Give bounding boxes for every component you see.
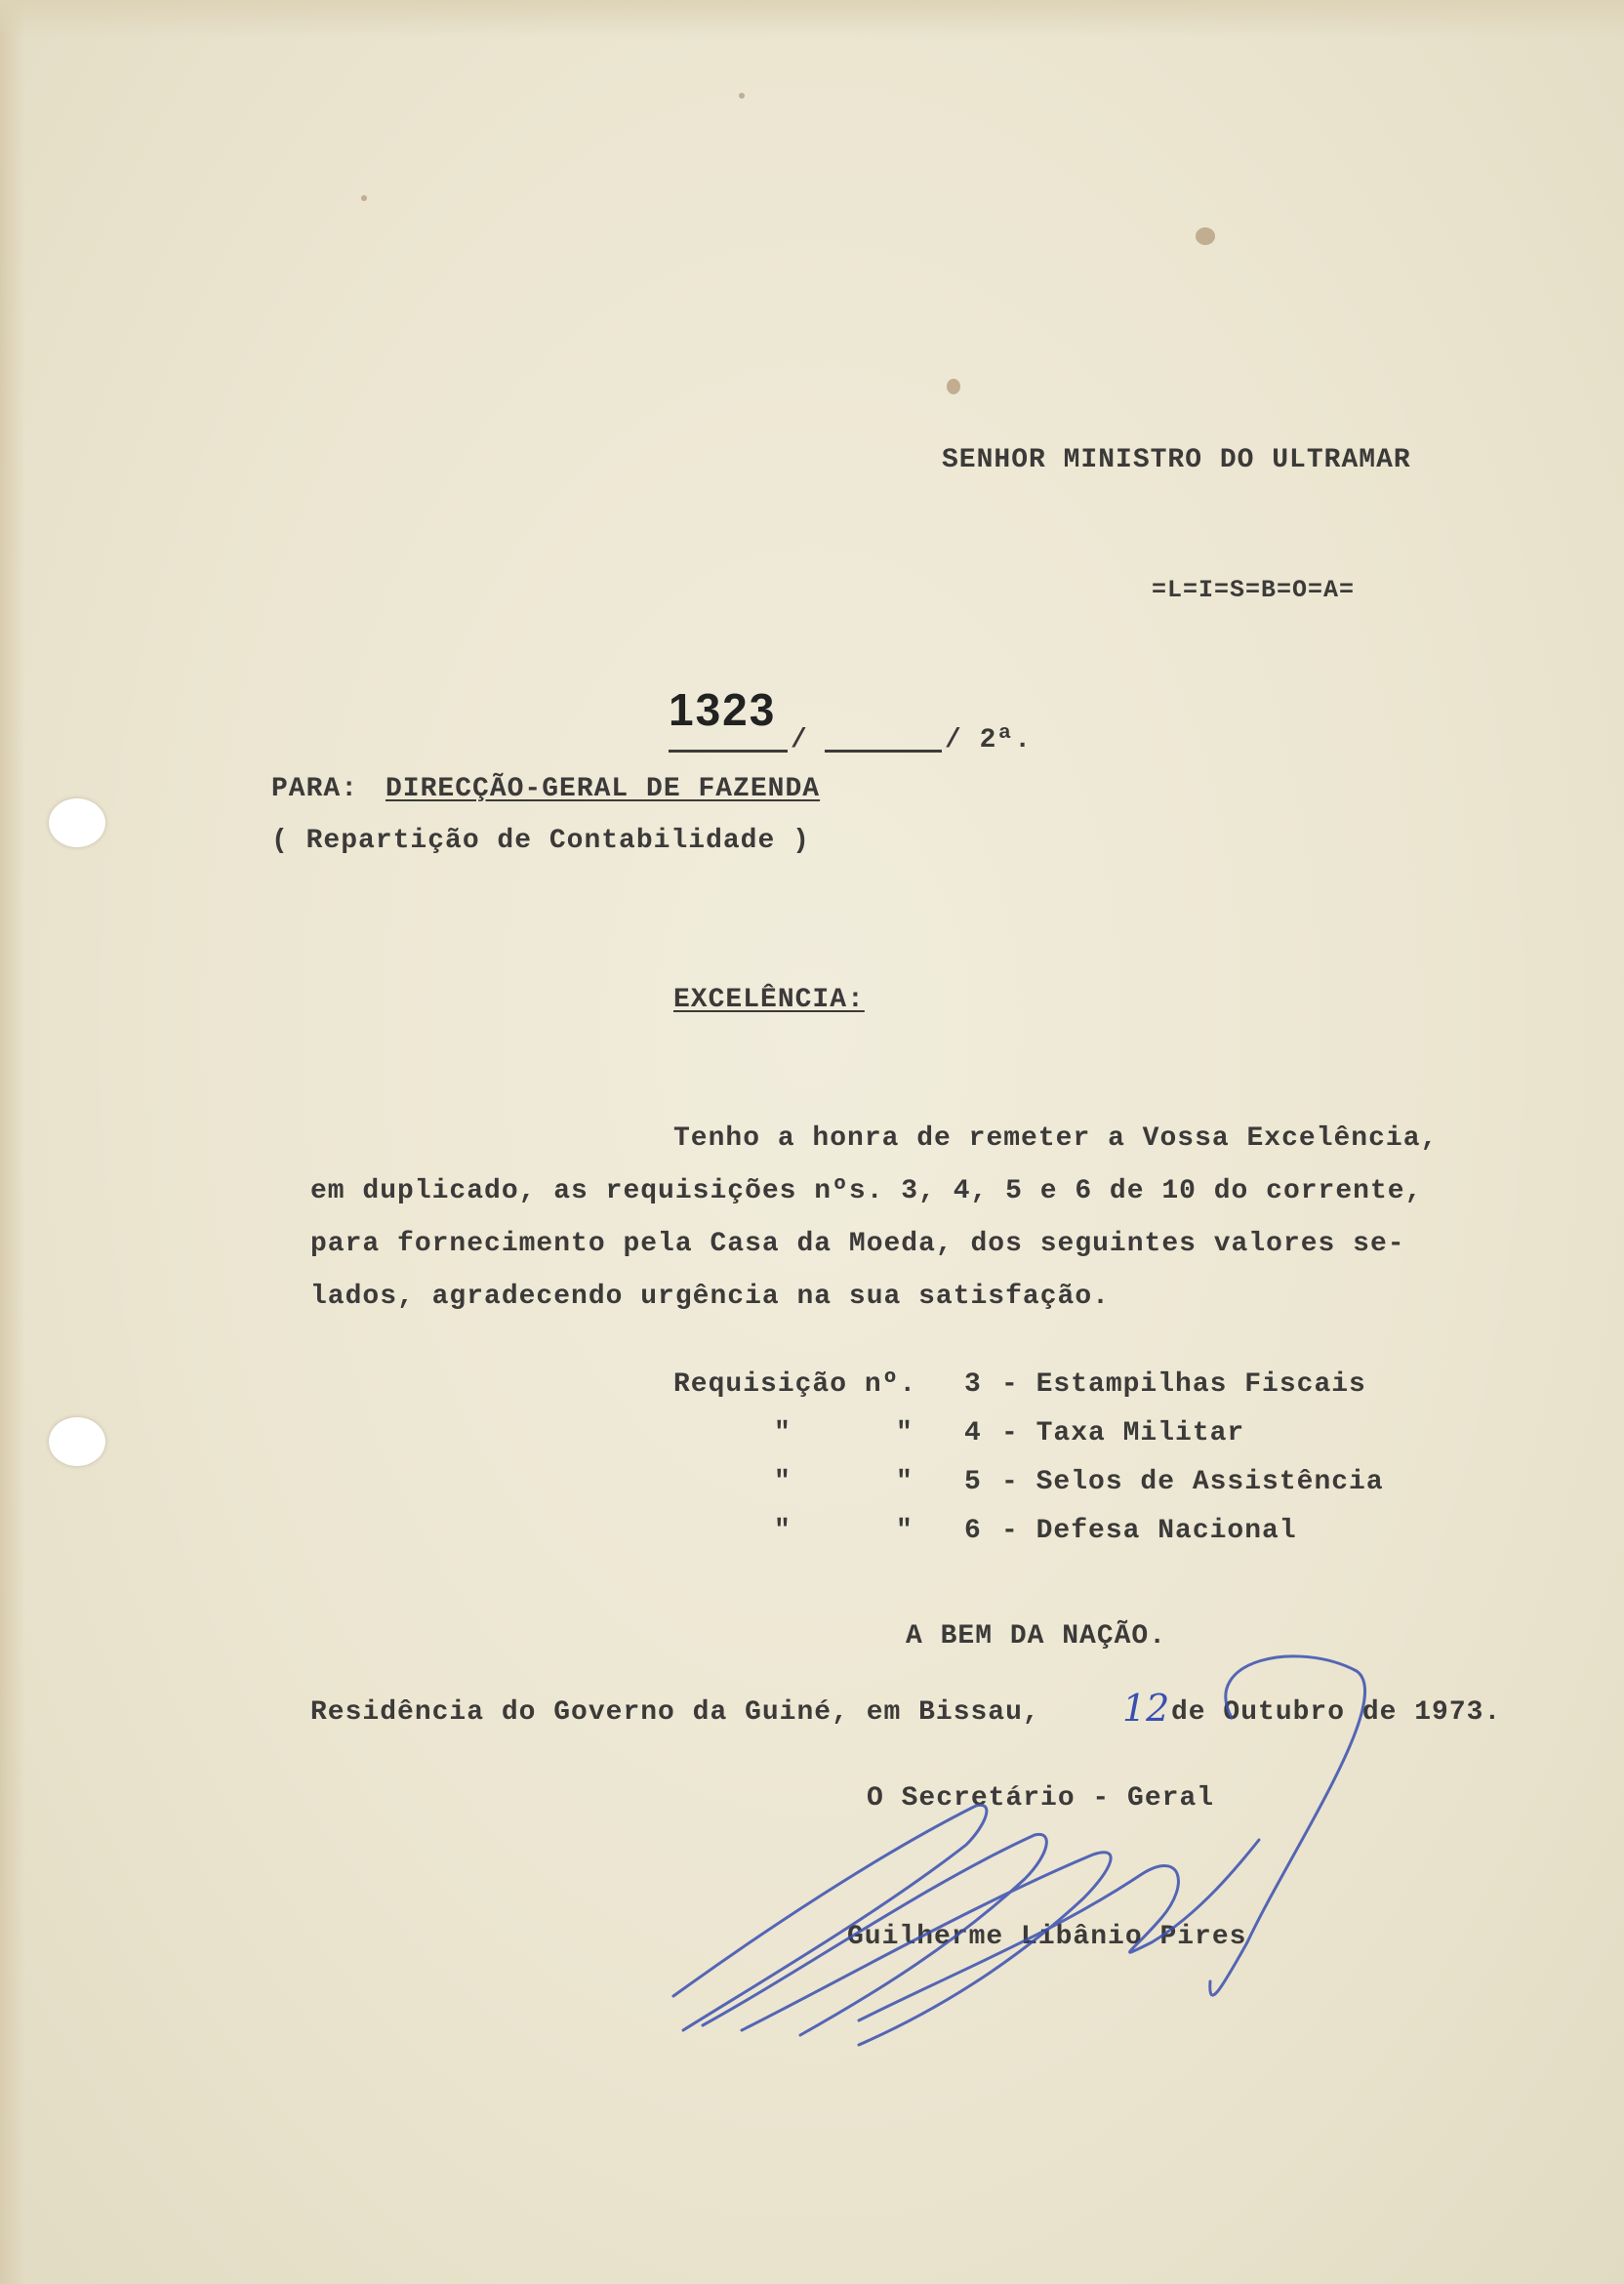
requisition-number: 5 xyxy=(964,1467,982,1497)
body-line-3: para fornecimento pela Casa da Moeda, dos seguintes valores se- xyxy=(310,1229,1405,1259)
requisition-description: - Defesa Nacional xyxy=(1001,1516,1297,1546)
requisition-header-label: Requisição nº. xyxy=(673,1369,917,1400)
ditto-mark: " xyxy=(896,1516,914,1546)
para-department: DIRECÇÃO-GERAL DE FAZENDA xyxy=(386,774,821,804)
reference-slash-1: / xyxy=(791,725,808,755)
requisition-description: - Taxa Militar xyxy=(1001,1418,1245,1448)
date-line-place: Residência do Governo da Guiné, em Bissau, xyxy=(310,1697,1040,1728)
ditto-mark: " xyxy=(896,1467,914,1497)
para-label: PARA: xyxy=(271,774,359,804)
ditto-mark: " xyxy=(774,1467,792,1497)
salutation: EXCELÊNCIA: xyxy=(673,985,865,1015)
body-line-2: em duplicado, as requisições nºs. 3, 4, 5 e 6 de 10 do corrente, xyxy=(310,1176,1423,1206)
body-line-1: Tenho a honra de remeter a Vossa Excelência, xyxy=(673,1123,1439,1154)
signatory-name: Guilherme Libânio Pires xyxy=(847,1922,1247,1952)
ditto-mark: " xyxy=(774,1516,792,1546)
para-subdepartment: ( Repartição de Contabilidade ) xyxy=(271,826,810,856)
requisition-description: - Selos de Assistência xyxy=(1001,1467,1384,1497)
date-day-handwritten: 12 xyxy=(1122,1687,1170,1730)
closing-formula: A BEM DA NAÇÃO. xyxy=(906,1621,1167,1652)
recipient-line-2: =L=I=S=B=O=A= xyxy=(1152,576,1356,604)
signatory-title: O Secretário - Geral xyxy=(867,1783,1215,1814)
ditto-mark: " xyxy=(774,1418,792,1448)
requisition-number: 6 xyxy=(964,1516,982,1546)
reference-number: 1323 xyxy=(669,684,777,735)
body-line-4: lados, agradecendo urgência na sua satisfação. xyxy=(310,1282,1110,1312)
ditto-mark: " xyxy=(896,1418,914,1448)
date-line-month-year: de Outubro de 1973. xyxy=(1171,1697,1502,1728)
requisition-description: - Estampilhas Fiscais xyxy=(1001,1369,1366,1400)
reference-slash-2: / 2ª. xyxy=(945,725,1033,755)
requisition-number: 3 xyxy=(964,1369,982,1400)
requisition-number: 4 xyxy=(964,1418,982,1448)
recipient-line-1: SENHOR MINISTRO DO ULTRAMAR xyxy=(942,445,1411,475)
